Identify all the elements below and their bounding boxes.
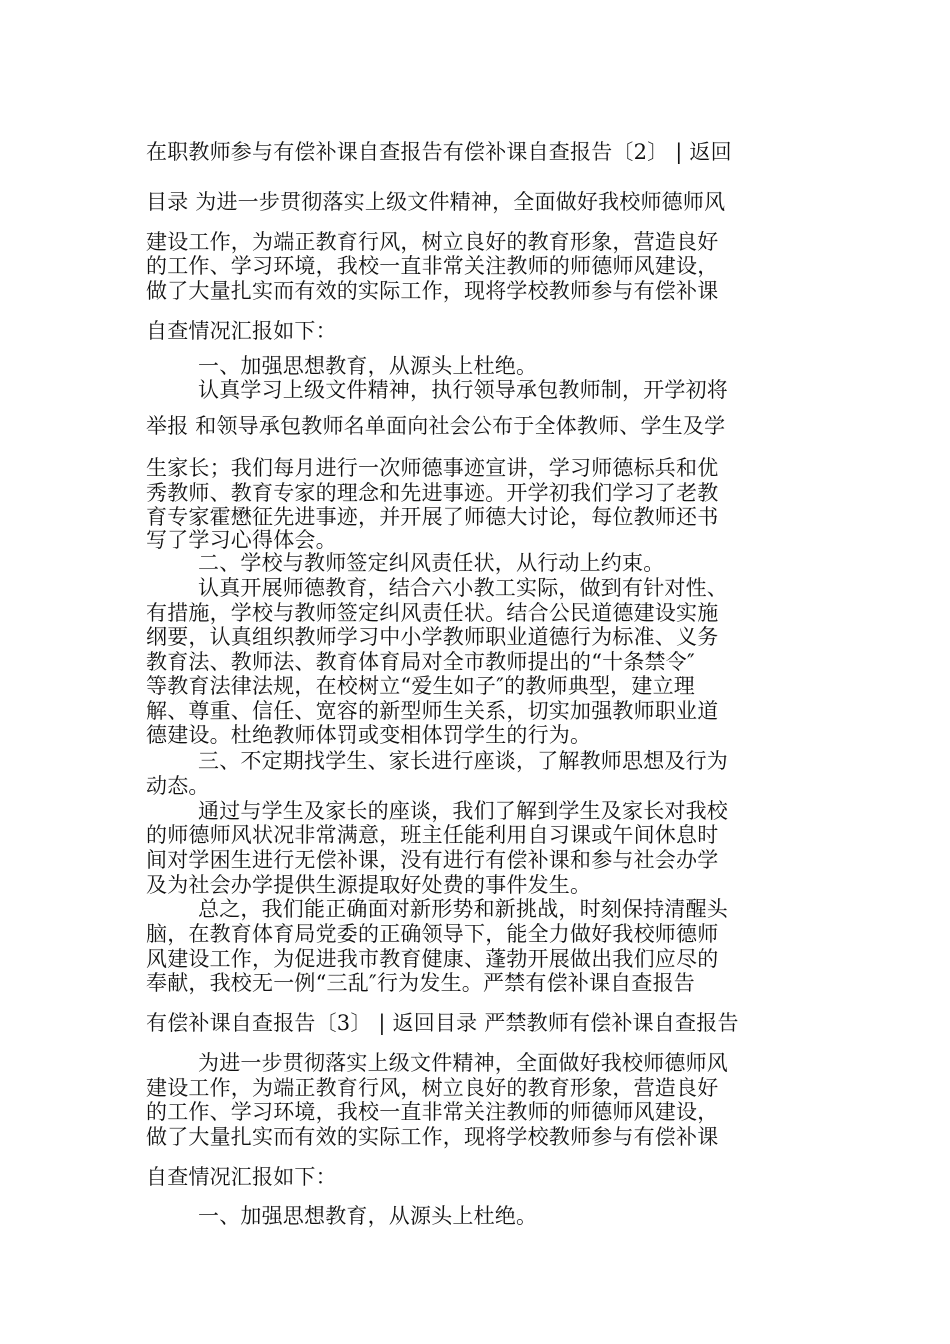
- text-line: 总之，我们能正确面对新形势和新挑战，时刻保持清醒头: [198, 897, 728, 921]
- text-line: 的师德师风状况非常满意，班主任能利用自习课或午间休息时: [146, 823, 719, 847]
- text-line: 动态。: [146, 774, 210, 798]
- text-line: 自查情况汇报如下：: [146, 319, 337, 343]
- text-line: 有偿补课自查报告〔3〕 | 返回目录 严禁教师有偿补课自查报告: [146, 1011, 739, 1035]
- section-heading: 二、学校与教师签定纠风责任状，从行动上约束。: [198, 551, 665, 575]
- text-line: 的工作、学习环境，我校一直非常关注教师的师德师风建设，: [146, 254, 719, 278]
- text-line: 生家长；我们每月进行一次师德事迹宣讲，学习师德标兵和优: [146, 456, 719, 480]
- section-heading: 三、不定期找学生、家长进行座谈，了解教师思想及行为: [198, 749, 728, 773]
- text-line: 奉献，我校无一例“三乱″行为发生。严禁有偿补课自查报告: [146, 971, 695, 995]
- text-line: 为进一步贯彻落实上级文件精神，全面做好我校师德师风: [198, 1051, 728, 1075]
- text-line: 做了大量扎实而有效的实际工作，现将学校教师参与有偿补课: [146, 279, 719, 303]
- text-line: 在职教师参与有偿补课自查报告有偿补课自查报告〔2〕 | 返回: [146, 140, 732, 164]
- text-line: 等教育法律法规，在校树立“爱生如子″的教师典型，建立理: [146, 674, 695, 698]
- text-line: 育专家霍懋征先进事迹，并开展了师德大讨论，每位教师还书: [146, 505, 719, 529]
- text-line: 建设工作，为端正教育行风，树立良好的教育形象，营造良好: [146, 230, 719, 254]
- text-line: 认真开展师德教育，结合六小教工实际，做到有针对性、: [198, 576, 728, 600]
- text-line: 教育法、教师法、教育体育局对全市教师提出的“十条禁令″: [146, 650, 695, 674]
- text-line: 有措施，学校与教师签定纠风责任状。结合公民道德建设实施: [146, 601, 719, 625]
- text-line: 纲要，认真组织教师学习中小学教师职业道德行为标准、义务: [146, 625, 719, 649]
- text-line: 举报 和领导承包教师名单面向社会公布于全体教师、学生及学: [146, 414, 726, 438]
- text-line: 及为社会办学提供生源提取好处费的事件发生。: [146, 873, 592, 897]
- text-line: 德建设。杜绝教师体罚或变相体罚学生的行为。: [146, 723, 592, 747]
- text-line: 写了学习心得体会。: [146, 528, 337, 552]
- text-line: 解、尊重、信任、宽容的新型师生关系，切实加强教师职业道: [146, 699, 719, 723]
- text-line: 做了大量扎实而有效的实际工作，现将学校教师参与有偿补课: [146, 1125, 719, 1149]
- text-line: 认真学习上级文件精神，执行领导承包教师制，开学初将: [198, 378, 728, 402]
- text-line: 建设工作，为端正教育行风，树立良好的教育形象，营造良好: [146, 1076, 719, 1100]
- text-line: 间对学困生进行无偿补课，没有进行有偿补课和参与社会办学: [146, 848, 719, 872]
- text-line: 风建设工作，为促进我市教育健康、蓬勃开展做出我们应尽的: [146, 947, 719, 971]
- text-line: 的工作、学习环境，我校一直非常关注教师的师德师风建设，: [146, 1100, 719, 1124]
- text-line: 脑，在教育体育局党委的正确领导下，能全力做好我校师德师: [146, 922, 719, 946]
- text-line: 秀教师、教育专家的理念和先进事迹。开学初我们学习了老教: [146, 481, 719, 505]
- text-line: 自查情况汇报如下：: [146, 1165, 337, 1189]
- text-line: 目录 为进一步贯彻落实上级文件精神，全面做好我校师德师风: [146, 190, 726, 214]
- section-heading: 一、加强思想教育，从源头上杜绝。: [198, 1204, 538, 1228]
- section-heading: 一、加强思想教育，从源头上杜绝。: [198, 354, 538, 378]
- text-line: 通过与学生及家长的座谈，我们了解到学生及家长对我校: [198, 799, 728, 823]
